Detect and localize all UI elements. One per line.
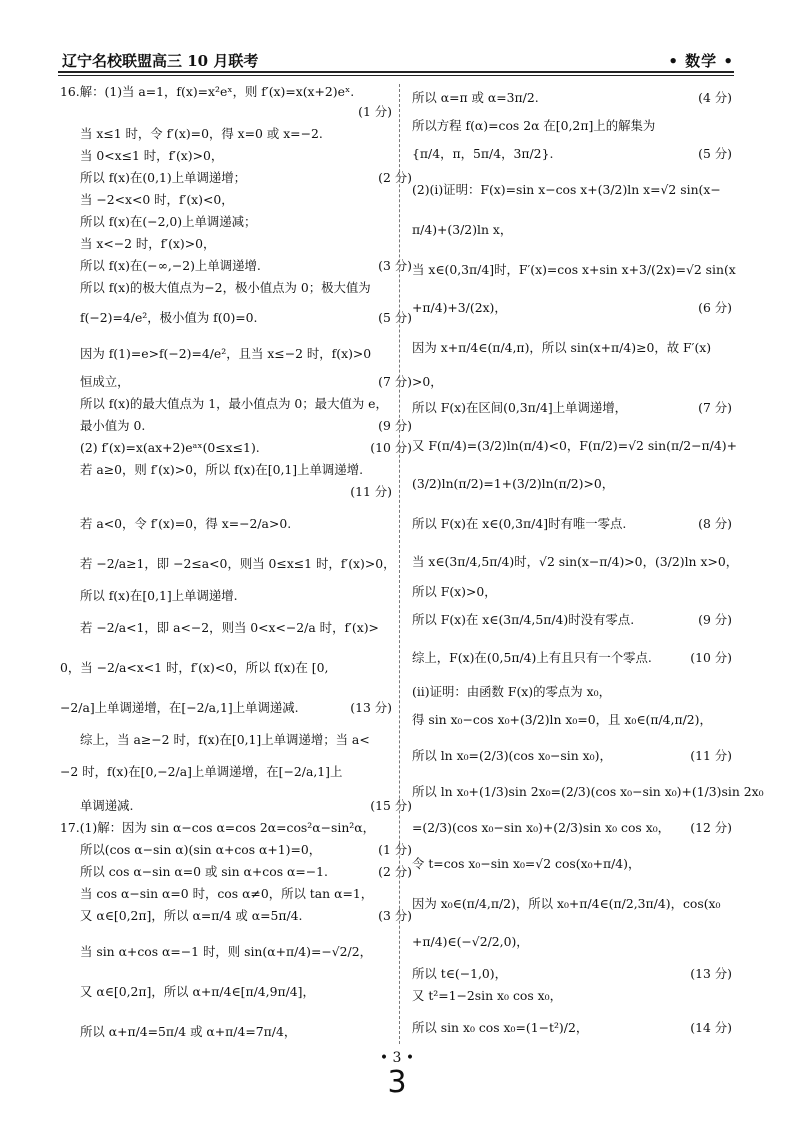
solution-text: 所以 sin x₀ cos x₀=(1−t²)/2， (412, 1020, 589, 1035)
solution-line (60, 620, 412, 636)
solution-text: 又 t²=1−2sin x₀ cos x₀， (412, 988, 562, 1003)
score-mark: (13 分) (350, 700, 392, 715)
solution-text: 综上，当 a≥−2 时，f(x)在[0,1]上单调递增；当 a< (80, 732, 370, 747)
score-mark: (11 分) (690, 748, 732, 763)
solution-text: 当 −2<x<0 时，f′(x)<0， (80, 192, 234, 207)
score-mark: (11 分) (350, 484, 392, 499)
solution-text: 因为 x₀∈(π/4,π/2)，所以 x₀+π/4∈(π/2,3π/4)，cos(x₀ (412, 896, 721, 911)
solution-text: 所以 f(x)在[0,1]上单调递增. (80, 588, 238, 603)
solution-text: π/4)+(3/2)ln x， (412, 222, 513, 237)
score-mark: (6 分) (698, 300, 732, 315)
score-mark: (2 分) (378, 864, 412, 879)
solution-line (60, 516, 412, 532)
solution-text: f(−2)=4/e²，极小值为 f(0)=0. (80, 310, 258, 325)
header-rule-thin (58, 75, 734, 76)
score-mark: (14 分) (690, 1020, 732, 1035)
solution-text: −2/a]上单调递增，在[−2/a,1]上单调递减. (60, 700, 299, 715)
solution-text: 当 x≤1 时，令 f′(x)=0，得 x=0 或 x=−2. (80, 126, 323, 141)
solution-line (412, 966, 732, 982)
solution-text: 当 x<−2 时，f′(x)>0， (80, 236, 216, 251)
solution-text: 所以 f(x)在(0,1)上单调递增； (80, 170, 247, 185)
solution-line (412, 118, 732, 134)
solution-text: +π/4)+3/(2x)， (412, 300, 507, 315)
solution-line (60, 236, 412, 252)
solution-line (60, 84, 392, 100)
score-mark: (3 分) (378, 258, 412, 273)
solution-text: −2 时，f(x)在[0,−2/a]上单调递增，在[−2/a,1]上 (60, 764, 343, 779)
score-mark: (7 分) (698, 400, 732, 415)
solution-line (60, 798, 412, 814)
solution-text: 当 cos α−sin α=0 时，cos α≠0，所以 tan α=1， (80, 886, 374, 901)
solution-line (412, 820, 732, 836)
solution-line (412, 712, 732, 728)
solution-text: 又 α∈[0,2π]，所以 α=π/4 或 α=5π/4. (80, 908, 303, 923)
solution-text: (2) f′(x)=x(ax+2)eᵃˣ(0≤x≤1). (80, 440, 260, 455)
solution-text: 所以(cos α−sin α)(sin α+cos α+1)=0， (80, 842, 322, 857)
solution-line (412, 90, 732, 106)
page-number-large: 3 (387, 1065, 407, 1100)
solution-line (60, 462, 412, 478)
solution-line (412, 300, 732, 316)
solution-line (412, 222, 732, 238)
solution-line (60, 864, 412, 880)
solution-line (412, 748, 732, 764)
score-mark: (13 分) (690, 966, 732, 981)
solution-text: 所以 α=π 或 α=3π/2. (412, 90, 539, 105)
solution-line (60, 908, 412, 924)
solution-line (60, 148, 412, 164)
header-rule-thick (58, 71, 734, 73)
solution-line (412, 896, 732, 912)
solution-text: 最小值为 0. (80, 418, 146, 433)
solution-line (60, 310, 412, 326)
solution-line (412, 516, 732, 532)
solution-line (60, 170, 412, 186)
solution-line (412, 146, 732, 162)
solution-line (60, 418, 412, 434)
solution-text: =(2/3)(cos x₀−sin x₀)+(2/3)sin x₀ cos x₀， (412, 820, 671, 835)
score-mark: (8 分) (698, 516, 732, 531)
solution-line (60, 660, 392, 676)
solution-line (60, 396, 412, 412)
solution-line (60, 886, 412, 902)
solution-text: (ii)证明：由函数 F(x)的零点为 x₀， (412, 684, 611, 699)
solution-line (412, 988, 732, 1004)
solution-line (60, 764, 392, 780)
solution-line (60, 556, 412, 572)
solution-text: 单调递减. (80, 798, 134, 813)
score-mark: (9 分) (698, 612, 732, 627)
solution-line (60, 214, 412, 230)
solution-line (412, 1020, 732, 1036)
solution-text: 又 F(π/4)=(3/2)ln(π/4)<0，F(π/2)=√2 sin(π/2−π/4)+ (412, 438, 737, 453)
solution-line (60, 104, 392, 120)
score-mark: (12 分) (690, 820, 732, 835)
solution-line (412, 934, 732, 950)
solution-line (412, 400, 732, 416)
solution-line (60, 258, 412, 274)
solution-text: 得 sin x₀−cos x₀+(3/2)ln x₀=0，且 x₀∈(π/4,π/2)， (412, 712, 712, 727)
solution-line (60, 280, 412, 296)
solution-text: 所以方程 f(α)=cos 2α 在[0,2π]上的解集为 (412, 118, 656, 133)
score-mark: (9 分) (378, 418, 412, 433)
column-divider (399, 84, 400, 1044)
solution-text: (3/2)ln(π/2)=1+(3/2)ln(π/2)>0， (412, 476, 615, 491)
solution-text: 所以 F(x)>0， (412, 584, 497, 599)
solution-line (60, 588, 412, 604)
solution-line (60, 984, 412, 1000)
score-mark: (5 分) (698, 146, 732, 161)
solution-line (412, 784, 764, 800)
solution-text: 所以 α+π/4=5π/4 或 α+π/4=7π/4， (80, 1024, 297, 1039)
score-mark: (15 分) (370, 798, 412, 813)
solution-line (60, 440, 412, 456)
solution-text: 又 α∈[0,2π]，所以 α+π/4∈[π/4,9π/4]， (80, 984, 315, 999)
subject-label: • 数学 • (668, 52, 734, 70)
solution-line (412, 650, 732, 666)
solution-line (412, 476, 732, 492)
solution-line (412, 438, 737, 454)
solution-line (412, 584, 732, 600)
solution-line (60, 732, 412, 748)
page-header (58, 50, 734, 72)
exam-title: 辽宁名校联盟高三 10 月联考 (62, 52, 259, 70)
solution-line (60, 842, 412, 858)
score-mark: (3 分) (378, 908, 412, 923)
solution-line (412, 612, 732, 628)
solution-text: 0，当 −2/a<x<1 时，f′(x)<0，所以 f(x)在 [0, (60, 660, 329, 675)
solution-text: 令 t=cos x₀−sin x₀=√2 cos(x₀+π/4)， (412, 856, 641, 871)
score-mark: (5 分) (378, 310, 412, 325)
solution-text: 当 x∈(0,3π/4]时，F′(x)=cos x+sin x+3/(2x)=√2 sin(x (412, 262, 736, 277)
score-mark: (1 分) (358, 104, 392, 119)
score-mark: (4 分) (698, 90, 732, 105)
solution-line (60, 820, 392, 836)
solution-line (412, 856, 732, 872)
solution-line (60, 944, 412, 960)
solution-line (60, 346, 412, 362)
solution-text: 所以 f(x)在(−∞,−2)上单调递增. (80, 258, 261, 273)
solution-text: 若 a≥0，则 f′(x)>0，所以 f(x)在[0,1]上单调递增. (80, 462, 364, 477)
solution-text: 当 0<x≤1 时，f′(x)>0， (80, 148, 224, 163)
solution-line (60, 484, 392, 500)
solution-line (412, 182, 732, 198)
solution-text: 因为 f(1)=e>f(−2)=4/e²，且当 x≤−2 时，f(x)>0 (80, 346, 372, 361)
solution-text: +π/4)∈(−√2/2,0)， (412, 934, 529, 949)
solution-text: 所以 F(x)在区间(0,3π/4]上单调递增， (412, 400, 628, 415)
score-mark: (7 分) (378, 374, 412, 389)
solution-text: {π/4，π，5π/4，3π/2}. (412, 146, 554, 161)
solution-line (412, 262, 736, 278)
solution-text: 当 sin α+cos α=−1 时，则 sin(α+π/4)=−√2/2， (80, 944, 372, 959)
solution-text: >0， (412, 374, 443, 389)
solution-text: 所以 f(x)在(−2,0)上单调递减； (80, 214, 257, 229)
solution-text: 若 −2/a≥1，即 −2≤a<0，则当 0≤x≤1 时，f′(x)>0， (80, 556, 396, 571)
solution-line (412, 684, 732, 700)
solution-line (60, 126, 412, 142)
solution-text: 综上，F(x)在(0,5π/4)上有且只有一个零点. (412, 650, 652, 665)
solution-text: 所以 f(x)的极大值点为−2，极小值点为 0；极大值为 (80, 280, 371, 295)
solution-text: 所以 ln x₀+(1/3)sin 2x₀=(2/3)(cos x₀−sin x₀)+(1/3)sin 2x₀ (412, 784, 764, 799)
solution-text: (2)(i)证明：F(x)=sin x−cos x+(3/2)ln x=√2 sin(x− (412, 182, 721, 197)
solution-line (412, 554, 739, 570)
score-mark: (1 分) (378, 842, 412, 857)
solution-line (60, 1024, 412, 1040)
solution-text: 所以 ln x₀=(2/3)(cos x₀−sin x₀)， (412, 748, 612, 763)
score-mark: (10 分) (370, 440, 412, 455)
solution-text: 恒成立， (80, 374, 130, 389)
score-mark: (10 分) (690, 650, 732, 665)
solution-line (60, 700, 392, 716)
solution-text: 所以 cos α−sin α=0 或 sin α+cos α=−1. (80, 864, 328, 879)
solution-text: 当 x∈(3π/4,5π/4)时，√2 sin(x−π/4)>0，(3/2)ln x>0， (412, 554, 739, 569)
solution-text: 若 −2/a<1，即 a<−2，则当 0<x<−2/a 时，f′(x)> (80, 620, 379, 635)
page-number-small: • 3 • (379, 1050, 415, 1066)
solution-text: 16.解：(1)当 a=1，f(x)=x²eˣ，则 f′(x)=x(x+2)eˣ. (60, 84, 355, 99)
solution-text: 因为 x+π/4∈(π/4,π)，所以 sin(x+π/4)≥0，故 F′(x) (412, 340, 712, 355)
solution-text: 17.(1)解：因为 sin α−cos α=cos 2α=cos²α−sin²α， (60, 820, 376, 835)
solution-text: 若 a<0，令 f′(x)=0，得 x=−2/a>0. (80, 516, 292, 531)
solution-line (60, 192, 412, 208)
score-mark: (2 分) (378, 170, 412, 185)
solution-text: 所以 F(x)在 x∈(0,3π/4]时有唯一零点. (412, 516, 627, 531)
solution-line (412, 374, 732, 390)
solution-line (412, 340, 732, 356)
solution-text: 所以 f(x)的最大值点为 1，最小值点为 0；最大值为 e， (80, 396, 388, 411)
solution-text: 所以 t∈(−1,0)， (412, 966, 508, 981)
solution-text: 所以 F(x)在 x∈(3π/4,5π/4)时没有零点. (412, 612, 635, 627)
solution-line (60, 374, 412, 390)
